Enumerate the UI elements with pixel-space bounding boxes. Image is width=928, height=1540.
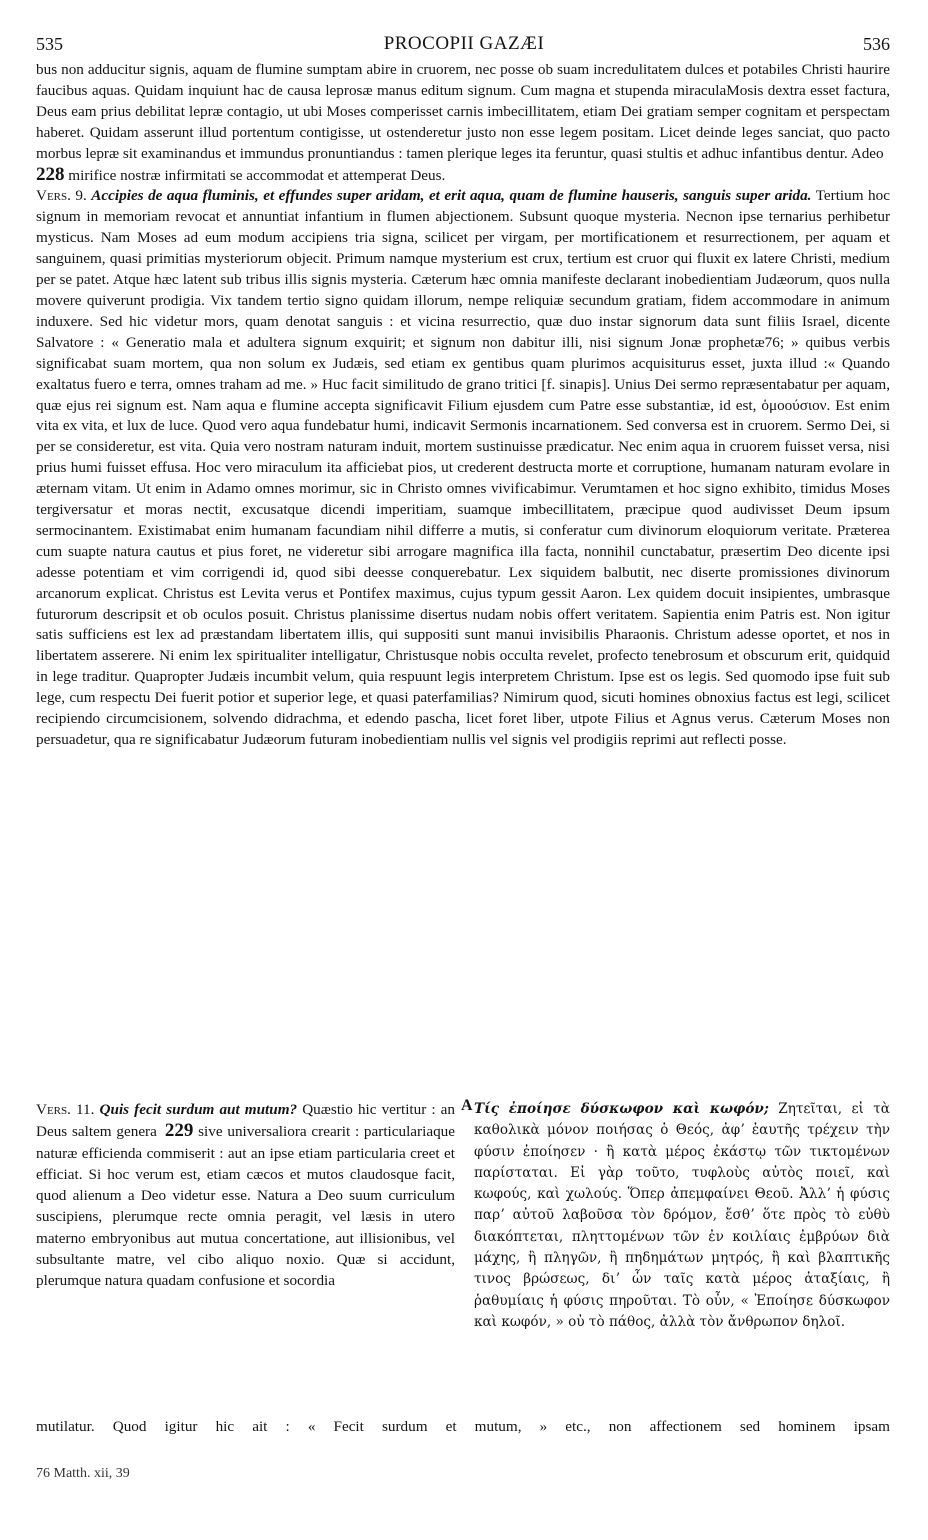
left-page-number: 535	[36, 34, 63, 54]
paragraph-1-end: mirifice nostræ infirmitati se accommodat et attemperat Deus.	[68, 166, 446, 184]
paragraph-1-text: bus non adducitur signis, aquam de flumine sumptam abire in cruorem, nec posse ob suam incredulitatem dulces et potabiles Christi haurire faucibus aquas. Quidam inquiunt hac de causa leprosæ manus editum signum. Cum magna et stupenda miraculaMosis dextra esset factura, Deus eam prius debilitat lepræ contagio, ut ubi Moses comperisset carnis imbecillitatem, etiam Dei gratiam semper cognitam et perspectam haberet. Quidam asserunt illud portentum contigisse, ut ostenderetur justo non esse legem positam. Licet deinde leges sanciat, quo pacto morbus lepræ sit examinandus et immundus pronuntiandus : tamen plerique leges ita feruntur, quasi stultis et adhuc infantibus dentur. Adeo	[36, 61, 890, 162]
greek-paragraph	[474, 1099, 890, 1333]
right-column-greek	[474, 1099, 890, 1333]
column-letter-a: A	[461, 1097, 473, 1114]
verse-11-label: Vers. 11.	[36, 1101, 95, 1118]
left-column	[36, 1099, 455, 1292]
full-width-closing-line: mutilatur. Quod igitur hic ait : « Fecit surdum et mutum, » etc., non affectionem sed hominem ipsam	[36, 1418, 890, 1435]
paragraph-1	[36, 60, 890, 186]
footnote: 76 Matth. xii, 39	[36, 1466, 130, 1481]
margin-number-228: 228	[36, 163, 65, 185]
main-text	[36, 60, 890, 751]
margin-number-229: 229	[164, 1120, 194, 1142]
right-page-number: 536	[863, 34, 890, 54]
verse-11-quote: Quis fecit surdum aut mutum?	[99, 1101, 298, 1118]
greek-text: Ζητεῖται, εἰ τὰ καθολικὰ μόνον ποιήσας ὁ Θεός, ἀφʼ ἑαυτῆς τρέχειν τὴν φύσιν ἐποίησεν · ἢ κατὰ μέρος ἐκάστῳ τῶν τικτομένων παρίσταται. Εἰ γὰρ τοῦτο, τυφλοὺς αὐτὸς ποιεῖ, καὶ κωφούς, καὶ χωλούς. Ὅπερ ἀπεμφαίνει Θεοῦ. Ἀλλʼ ἡ φύσις παρʼ αὐτοῦ λαβοῦσα τὸν δρόμον, ἔσθʼ ὅτε πρὸς τὸ εὐθὺ διακόπτεται, πληττομένων τῶν ἐν κοιλίαις ἐμβρύων διὰ μάχης, ἢ πληγῶν, ἢ πηδημάτων μητρός, ἢ καὶ βλαπτικῆς τινος βρώσεως, διʼ ὧν ταῖς κατὰ μέρος ἀταξίαις, ἢ ῥαθυμίαις ἡ φύσις πηροῦται. Τὸ οὖν, « Ἐποίησε δύσκωφον καὶ κωφόν, » οὐ τὸ πάθος, ἀλλὰ τὸν ἄνθρωπον δηλοῖ.	[474, 1101, 890, 1330]
paragraph-2-text: Tertium hoc signum in memoriam revocat et annuntiat infantium in flumen abjectionem. Subsunt quoque mysteria. Necnon ipse ternarius perhibetur mysticus. Nam Moses ad eum modum accipiens tria signa, scilicet per virgam, per mortificationem et resurrectionem, per aquam et sanguinem, quasi primitias mysteriorum objecit. Primum namque mysterium est crux, tertium est cruor qui fluxit ex latere Christi, medium per se patet. Atque hæc latent sub tribus illis signis mysteria. Cæterum hæc omnia manifeste declarant inobedientiam Judæorum, quos nulla movere quiverunt prodigia. Vix tandem tertio signo quidam illorum, nempe reliquiæ secundum gratiam, fidem accommodare in animum induxere. Sed hic videtur mors, quam denotat sanguis : et vicina resurrectio, quæ duo instar signorum data sunt filiis Israel, dicente Salvatore : « Generatio mala et adultera signum exquirit; et signum non dabitur illi, nisi signum Jonæ prophetæ76; » quibus verbis significabat suam mortem, qua non solum ex Judæis, sed etiam ex gentibus quam plurimos acquisiturus esset, juxta illud :« Quando exaltatus fuero e terra, omnes traham ad me. » Huc facit similitudo de grano tritici [f. sinapis]. Unius Dei sermo repræsentabatur per aquam, quæ ejus rei signum est. Nam aqua e flumine accepta significavit Filium ejusdem cum Patre esse substantiæ, id est, ὁμοούσιον. Est enim vita ex vita, et lux de luce. Quod vero aqua fundebatur humi, indicavit Sermonis incarnationem. Sed conversa est in cruorem. Sermo Dei, si per se consideretur, est vita. Quia vero nostram naturam induit, mortem sustinuisse prædicatur. Nec enim aqua in cruorem fuisset versa, nisi prius humi fuisset effusa. Hoc vero miraculum ita afficiebat pios, ut crederent destructa morte et corruptione, humanam naturam evolare in æternam vitam. Ut enim in Adamo omnes morimur, sic in Christo omnes vivificabimur. Verumtamen et hoc signo exhibito, timidus Moses tergiversatur et moras nectit, excusatque dicendi imperitiam, suamque imbecillitatem, præcipue quod audivisset Deum ipsum sermocinantem. Existimabat enim humanam facundiam nihil differre a mutis, si conferatur cum divinorum eloquiorum veritate. Præterea cum suapte natura cautus et pius foret, ne videretur sibi arrogare magnifica illa facta, nonnihil cunctabatur, præsertim Deo dicente ipsi adesse potentiam et vim corrigendi id, quod sibi deesse conquerebatur. Lex siquidem balbutit, nec diserte promissiones divinorum arcanorum explicat. Christus est Levita verus et Pontifex maximus, cujus typum gessit Aaron. Lex quidem docuit insipientes, umbrasque futurorum descripsit et ob oculos posuit. Christus planissime disertus nudam nobis offert veritatem. Sapientia enim Patris est. Non igitur satis sufficiens est lex ad præstandam libertatem illis, qui suppositi sunt manui invisibilis Pharaonis. Christum adesse oportet, et nos in libertatem asserere. Ni enim lex spiritualiter intelligatur, Christusque nobis occulta revelet, profecto tenebrosum et obscurum erit, quidquid in lege traditur. Quapropter Judæis incumbit velum, quia respuunt legis interpretem Christum. Ipse est os legis. Sed quomodo ipse fuit sub lege, cum respectu Dei fuerit potior et superior lege, et quasi paterfamilias? Nimirum quod, sicuti homines obnoxius factus est legi, scilicet recipiendo circumcisionem, solvendo didrachma, et edendo pascha, licet foret liber, utpote Filius et Agnus verus. Cæterum Moses non persuadetur, qua re significabatur Judæorum futuram inobedientiam nullis vel signis vel prodigiis reprimi aut reflecti posse.	[36, 187, 890, 748]
left-column-text-start: Quæstio hic vertitur : an Deus saltem genera	[36, 1101, 456, 1141]
paragraph-2	[36, 186, 890, 750]
verse-9-label: Vers. 9.	[36, 187, 87, 205]
running-title: PROCOPII GAZÆI	[383, 33, 545, 54]
left-column-paragraph	[36, 1099, 455, 1292]
greek-quote: Τίς ἐποίησε δύσκωφον καὶ κωφόν;	[474, 1101, 769, 1117]
left-column-text: sive universaliora crearit : particulariaque naturæ efficienda commiserit : aut an ipse etiam particularia creet et efficiat. Si hoc verum est, etiam cæcos et mutos claudosque facit, quod alienum a Deo videtur esse. Natura a Deo suum curriculum suscipiens, plerumque recte omnia peragit, vel læsis in utero materno embryonibus aut mutua concertatione, aut illisionibus, vel subsultante matre, vel cibo aliquo noxio. Quæ si accidunt, plerumque natura quadam confusione et socordia	[36, 1123, 455, 1290]
verse-9-quote: Accipies de aqua fluminis, et effundes super aridam, et erit aqua, quam de flumine hauseris, sanguis super arida.	[91, 187, 812, 205]
